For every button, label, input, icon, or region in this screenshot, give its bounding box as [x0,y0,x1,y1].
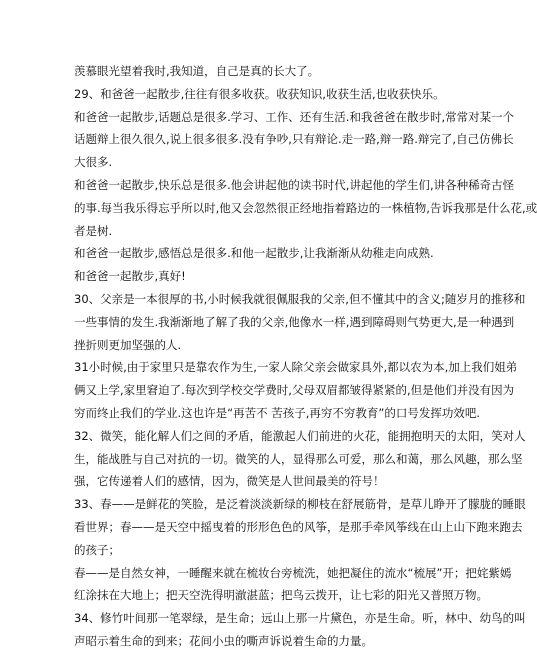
text-line: 春——是自然女神，一睡醒来就在梳妆台旁梳洗，她把凝住的流水“梳展”开；把姹紫嫣 [74,565,512,580]
text-line: 俩又上学,家里窘迫了.每次到学校交学费时,父母双眉都皱得紧紧的,但是他们并没有因为 [74,383,515,398]
text-line: 和爸爸一起散步,话题总是很多.学习、工作、还有生活.和我爸爸在散步时,常常对某一个 [74,109,515,124]
text-line: 看世界；春——是天空中摇曳着的形形色色的风筝，是那手牵风筝线在山上山下跑来跑去 [74,519,523,534]
text-line: 红涂抹在大地上；把天空洗得明澈湛蓝；把鸟云拨开，让七彩的阳光又普照万物。 [74,588,488,603]
text-line: 和爸爸一起散步,快乐总是很多.他会讲起他的读书时代,讲起他的学生们,讲各种稀奇古怪 [74,177,515,192]
text-line: 者是树. [74,223,113,238]
text-line: 一些事情的发生.我渐渐地了解了我的父亲,他像水一样,遇到障碍则气势更大,是一种遇到 [74,314,515,329]
text-line: 30、父亲是一本很厚的书,小时候我就很佩服我的父亲,但不懂其中的含义;随岁月的推移和 [74,291,526,306]
text-line: 挫折则更加坚强的人. [74,337,182,352]
text-line: 生，能战胜与自己对抗的一切。微笑的人，显得那么可爱，那么和蔼，那么风趣，那么坚 [74,451,523,466]
text-line: 31小时候,由于家里只是靠农作为生,一家人除父亲会做家具外,都以农为本,加上我们姐弟 [74,360,518,375]
text-line: 32、微笑，能化解人们之间的矛盾，能激起人们前进的火花，能拥抱明天的太阳，笑对人 [74,428,526,443]
text-line: 声昭示着生命的到来；花间小虫的嘶声诉说着生命的力量。 [74,633,373,648]
text-line: 33、春——是鲜花的笑脸，是泛着淡淡新绿的柳枝在舒展筋骨，是草儿睁开了朦胧的睡眼 [74,497,526,512]
text-line: 和爸爸一起散步,真好! [74,269,186,284]
text-line: 穷而终止我们的学业.这也许是“再苦不 苦孩子,再穷不穷教育”的口号发挥功效吧. [74,405,481,420]
text-line: 话题辩上很久很久,说上很多很多.没有争吵,只有辩论.走一路,辩一路.辩完了,自己仿佛长 [74,132,514,147]
text-line: 29、和爸爸一起散步,往往有很多收获。收获知识,收获生活,也收获快乐。 [74,86,445,101]
text-line: 强，它传递着人们的感情，因为，微笑是人世间最美的符号！ [74,474,385,489]
text-line: 大很多. [74,155,113,170]
text-line: 羡慕眼光望着我时,我知道，自己是真的长大了。 [74,64,320,78]
document-body [74,60,537,653]
text-line: 34、修竹叶间那一笔翠绿，是生命；远山上那一片黛色，亦是生命。听，林中、幼鸟的叫 [74,611,526,626]
text-line: 的事.每当我乐得忘乎所以时,他又会忽然很正经地指着路边的一株植物,告诉我那是什么花,或 [74,200,537,215]
text-line: 和爸爸一起散步,感悟总是很多.和他一起散步,让我渐渐从幼稚走向成熟. [74,246,434,261]
text-line: 的孩子； [74,542,120,557]
